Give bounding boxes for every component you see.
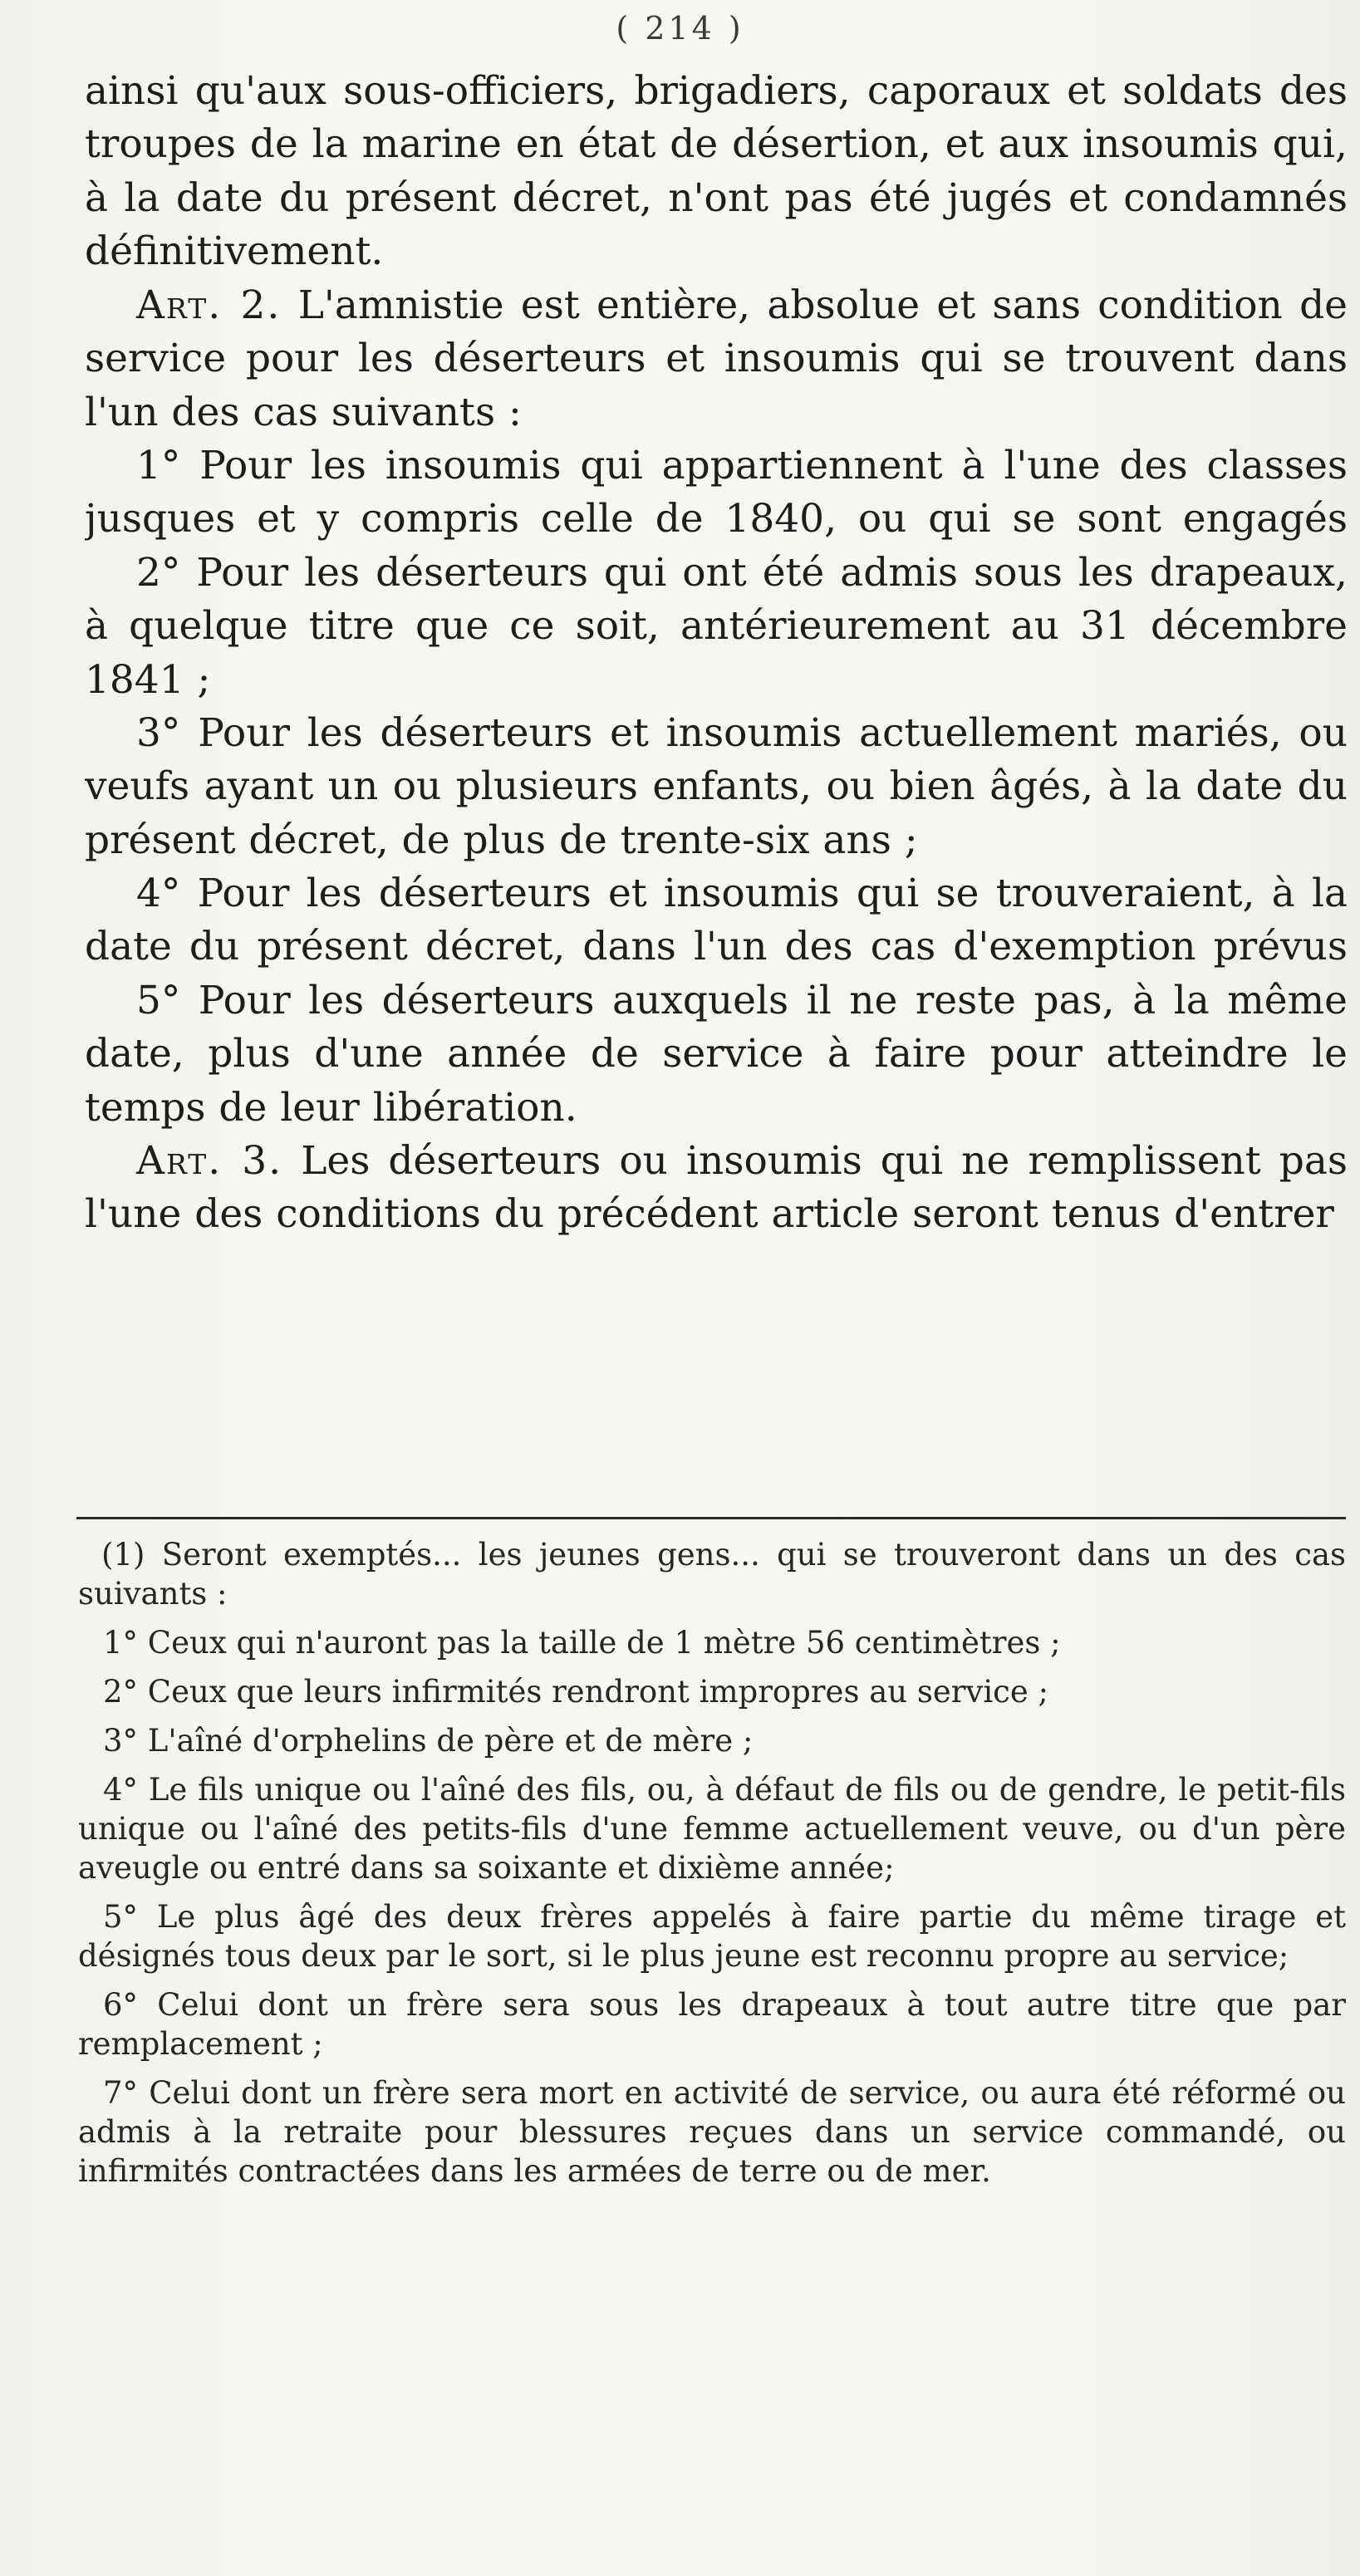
article-3-text: Les déserteurs ou insoumis qui ne remplissent pas l'une des conditions du précédent article seront tenus d'entrer xyxy=(85,1138,1348,1238)
paragraph-continuation: ainsi qu'aux sous-officiers, brigadiers, caporaux et soldats des troupes de la marine en état de désertion, et aux insoumis qui, à la date du présent décret, n'ont pas été jugés et condamnés définitivement. xyxy=(85,68,1348,274)
article-2-item-1: 1° Pour les insoumis qui appartiennent à l'une des classes jusques et y compris celle de 1840, ou qui se sont engagés xyxy=(85,443,1348,542)
footnote-item-3: 3° L'aîné d'orphelins de père et de mère ; xyxy=(103,1723,754,1759)
article-2-heading: Art. 2. xyxy=(136,282,282,328)
page-number: ( 214 ) xyxy=(616,10,744,47)
article-2 xyxy=(85,279,1348,439)
footnote xyxy=(78,1535,1346,2201)
article-2-item-3: 3° Pour les déserteurs et insoumis actuellement mariés, ou veufs ayant un ou plusieurs enfants, ou bien âgés, à la date du présent décret, de plus de trente-six ans ; xyxy=(85,710,1348,863)
article-2-item-5: 5° Pour les déserteurs auxquels il ne reste pas, à la même date, plus d'une année de service à faire pour atteindre le temps de leur libération. xyxy=(85,978,1348,1131)
footnote-item-4: 4° Le fils unique ou l'aîné des fils, ou, à défaut de fils ou de gendre, le petit-fils unique ou l'aîné des petits-fils d'une femme actuellement veuve, ou d'un père aveugle ou entré dans sa soixante et dixième année; xyxy=(78,1772,1346,1886)
footnote-item-1: 1° Ceux qui n'auront pas la taille de 1 mètre 56 centimètres ; xyxy=(103,1625,1061,1661)
footnote-item-7: 7° Celui dont un frère sera mort en activité de service, ou aura été réformé ou admis à la retraite pour blessures reçues dans un service commandé, ou infirmités contractées dans les armées de terre ou de mer. xyxy=(78,2075,1346,2189)
footnote-item-6: 6° Celui dont un frère sera sous les drapeaux à tout autre titre que par remplacement ; xyxy=(78,1987,1346,2062)
article-2-item-2: 2° Pour les déserteurs qui ont été admis sous les drapeaux, à quelque titre que ce soit, antérieurement au 31 décembre 1841 ; xyxy=(85,550,1348,703)
footnote-intro: (1) Seront exemptés... les jeunes gens... qui se trouveront dans un des cas suivants : xyxy=(78,1537,1346,1612)
footnote-item-5: 5° Le plus âgé des deux frères appelés à faire partie du même tirage et désignés tous deux par le sort, si le plus jeune est reconnu propre au service; xyxy=(78,1899,1346,1974)
article-3-heading: Art. 3. xyxy=(136,1138,283,1184)
article-2-text: L'amnistie est entière, absolue et sans condition de service pour les déserteurs et insoumis qui se trouvent dans l'un des cas suivants : xyxy=(85,282,1348,435)
footnote-divider xyxy=(76,1517,1346,1519)
footnote-item-2: 2° Ceux que leurs infirmités rendront impropres au service ; xyxy=(103,1674,1049,1710)
article-3 xyxy=(85,1135,1348,1242)
main-text xyxy=(85,65,1348,1242)
article-2-item-4: 4° Pour les déserteurs et insoumis qui se trouveraient, à la date du présent décret, dans l'un des cas d'exemption prévus xyxy=(85,871,1348,970)
